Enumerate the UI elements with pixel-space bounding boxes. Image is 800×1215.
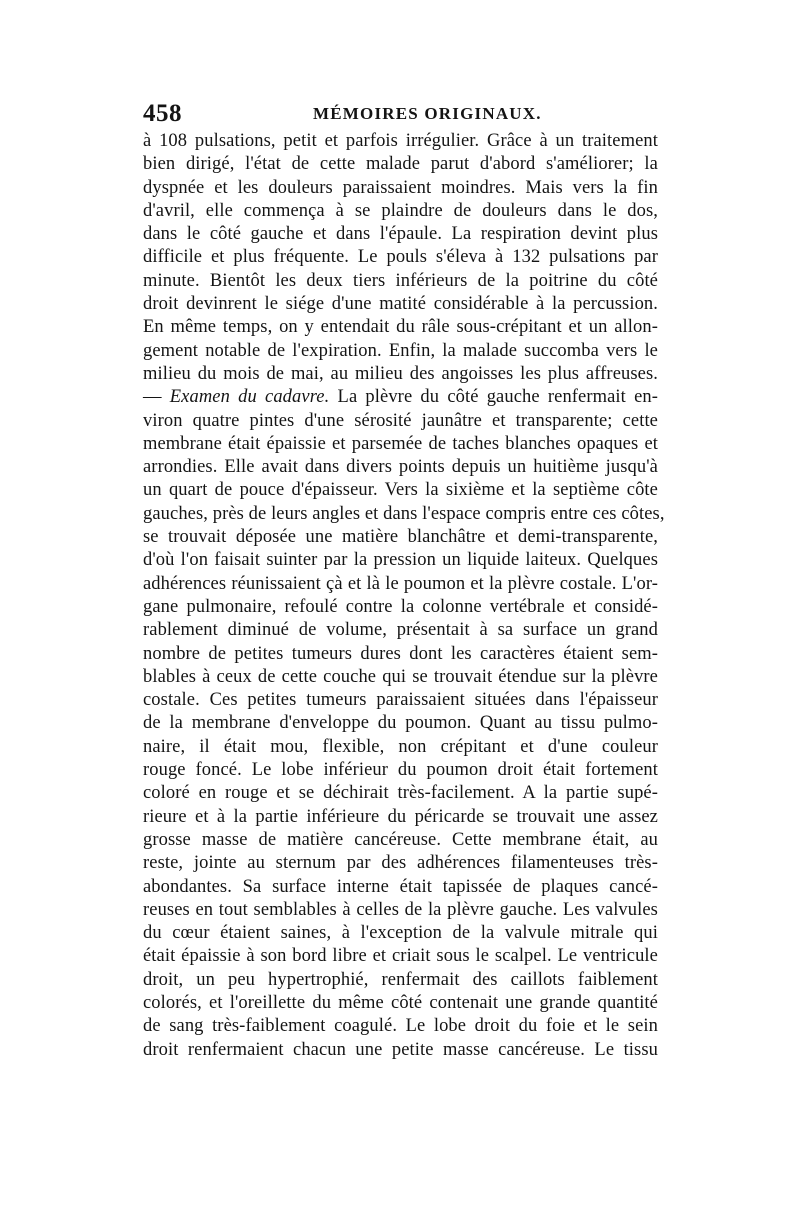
text-line: arrondies. Elle avait dans divers points depuis un huitième jusqu'à xyxy=(143,457,658,478)
text-line: gement notable de l'expiration. Enfin, la malade succomba vers le xyxy=(143,340,658,361)
text-line: reste, jointe au sternum par des adhérences filamenteuses très- xyxy=(143,853,658,874)
text-line: nombre de petites tumeurs dures dont les caractères étaient sem- xyxy=(143,643,658,664)
text-line-with-italic xyxy=(143,386,658,409)
text-line: blables à ceux de cette couche qui se trouvait étendue sur la plèvre xyxy=(143,666,658,687)
page-number: 458 xyxy=(143,100,182,127)
text-line: milieu du mois de mai, au milieu des angoisses les plus affreuses. xyxy=(143,363,658,384)
running-head: MÉMOIRES ORIGINAUX. xyxy=(313,104,542,123)
text-line: dyspnée et les douleurs paraissaient moindres. Mais vers la fin xyxy=(143,177,658,198)
text-line: reuses en tout semblables à celles de la plèvre gauche. Les valvules xyxy=(143,899,658,920)
text-line: d'avril, elle commença à se plaindre de douleurs dans le dos, xyxy=(143,200,658,221)
text-line: grosse masse de matière cancéreuse. Cette membrane était, au xyxy=(143,829,658,850)
text-line: naire, il était mou, flexible, non crépitant et d'une couleur xyxy=(143,736,658,757)
text-line: adhérences réunissaient çà et là le poumon et la plèvre costale. L'or- xyxy=(143,573,658,594)
text-segment: La plèvre du côté gauche renfermait en- xyxy=(329,387,659,408)
text-line: était épaissie à son bord libre et criait sous le scalpel. Le ventricule xyxy=(143,946,658,967)
text-line: difficile et plus fréquente. Le pouls s'éleva à 132 pulsations par xyxy=(143,247,658,268)
body-text xyxy=(143,130,665,1062)
text-line: droit, un peu hypertrophié, renfermait des caillots faiblement xyxy=(143,969,658,990)
text-line: coloré en rouge et se déchirait très-facilement. A la partie supé- xyxy=(143,783,658,804)
text-line: membrane était épaissie et parsemée de taches blanches opaques et xyxy=(143,433,658,454)
text-line: se trouvait déposée une matière blanchâtre et demi-transparente, xyxy=(143,527,658,548)
text-line: abondantes. Sa surface interne était tapissée de plaques cancé- xyxy=(143,876,658,897)
text-line: En même temps, on y entendait du râle sous-crépitant et un allon- xyxy=(143,317,658,338)
text-line: dans le côté gauche et dans l'épaule. La respiration devint plus xyxy=(143,224,658,245)
italic-heading: Examen du cadavre. xyxy=(169,387,330,408)
text-line: rieure et à la partie inférieure du péricarde se trouvait une assez xyxy=(143,806,658,827)
page-header xyxy=(143,100,658,130)
text-line: de sang très-faiblement coagulé. Le lobe droit du foie et le sein xyxy=(143,1016,658,1037)
text-line: droit renfermaient chacun une petite masse cancéreuse. Le tissu xyxy=(143,1039,658,1060)
text-line: rouge foncé. Le lobe inférieur du poumon droit était fortement xyxy=(143,760,658,781)
text-line: viron quatre pintes d'une sérosité jaunâtre et transparente; cette xyxy=(143,410,658,431)
text-segment: — xyxy=(143,387,170,408)
text-line: bien dirigé, l'état de cette malade parut d'abord s'améliorer; la xyxy=(143,154,658,175)
text-line: droit devinrent le siége d'une matité considérable à la percussion. xyxy=(143,294,658,315)
text-line: minute. Bientôt les deux tiers inférieurs de la poitrine du côté xyxy=(143,270,658,291)
text-line: du cœur étaient saines, à l'exception de la valvule mitrale qui xyxy=(143,923,658,944)
text-line: costale. Ces petites tumeurs paraissaient situées dans l'épaisseur xyxy=(143,690,658,711)
text-line: d'où l'on faisait suinter par la pression un liquide laiteux. Quelques xyxy=(143,550,658,571)
text-line: gane pulmonaire, refoulé contre la colonne vertébrale et considé- xyxy=(143,596,658,617)
text-line: à 108 pulsations, petit et parfois irrégulier. Grâce à un traitement xyxy=(143,131,658,151)
text-line: gauches, près de leurs angles et dans l'espace compris entre ces côtes, xyxy=(143,503,665,524)
text-line: rablement diminué de volume, présentait à sa surface un grand xyxy=(143,620,658,641)
text-line: un quart de pouce d'épaisseur. Vers la sixième et la septième côte xyxy=(143,480,658,501)
text-line: colorés, et l'oreillette du même côté contenait une grande quantité xyxy=(143,992,658,1013)
text-line: de la membrane d'enveloppe du poumon. Quant au tissu pulmo- xyxy=(143,713,658,734)
